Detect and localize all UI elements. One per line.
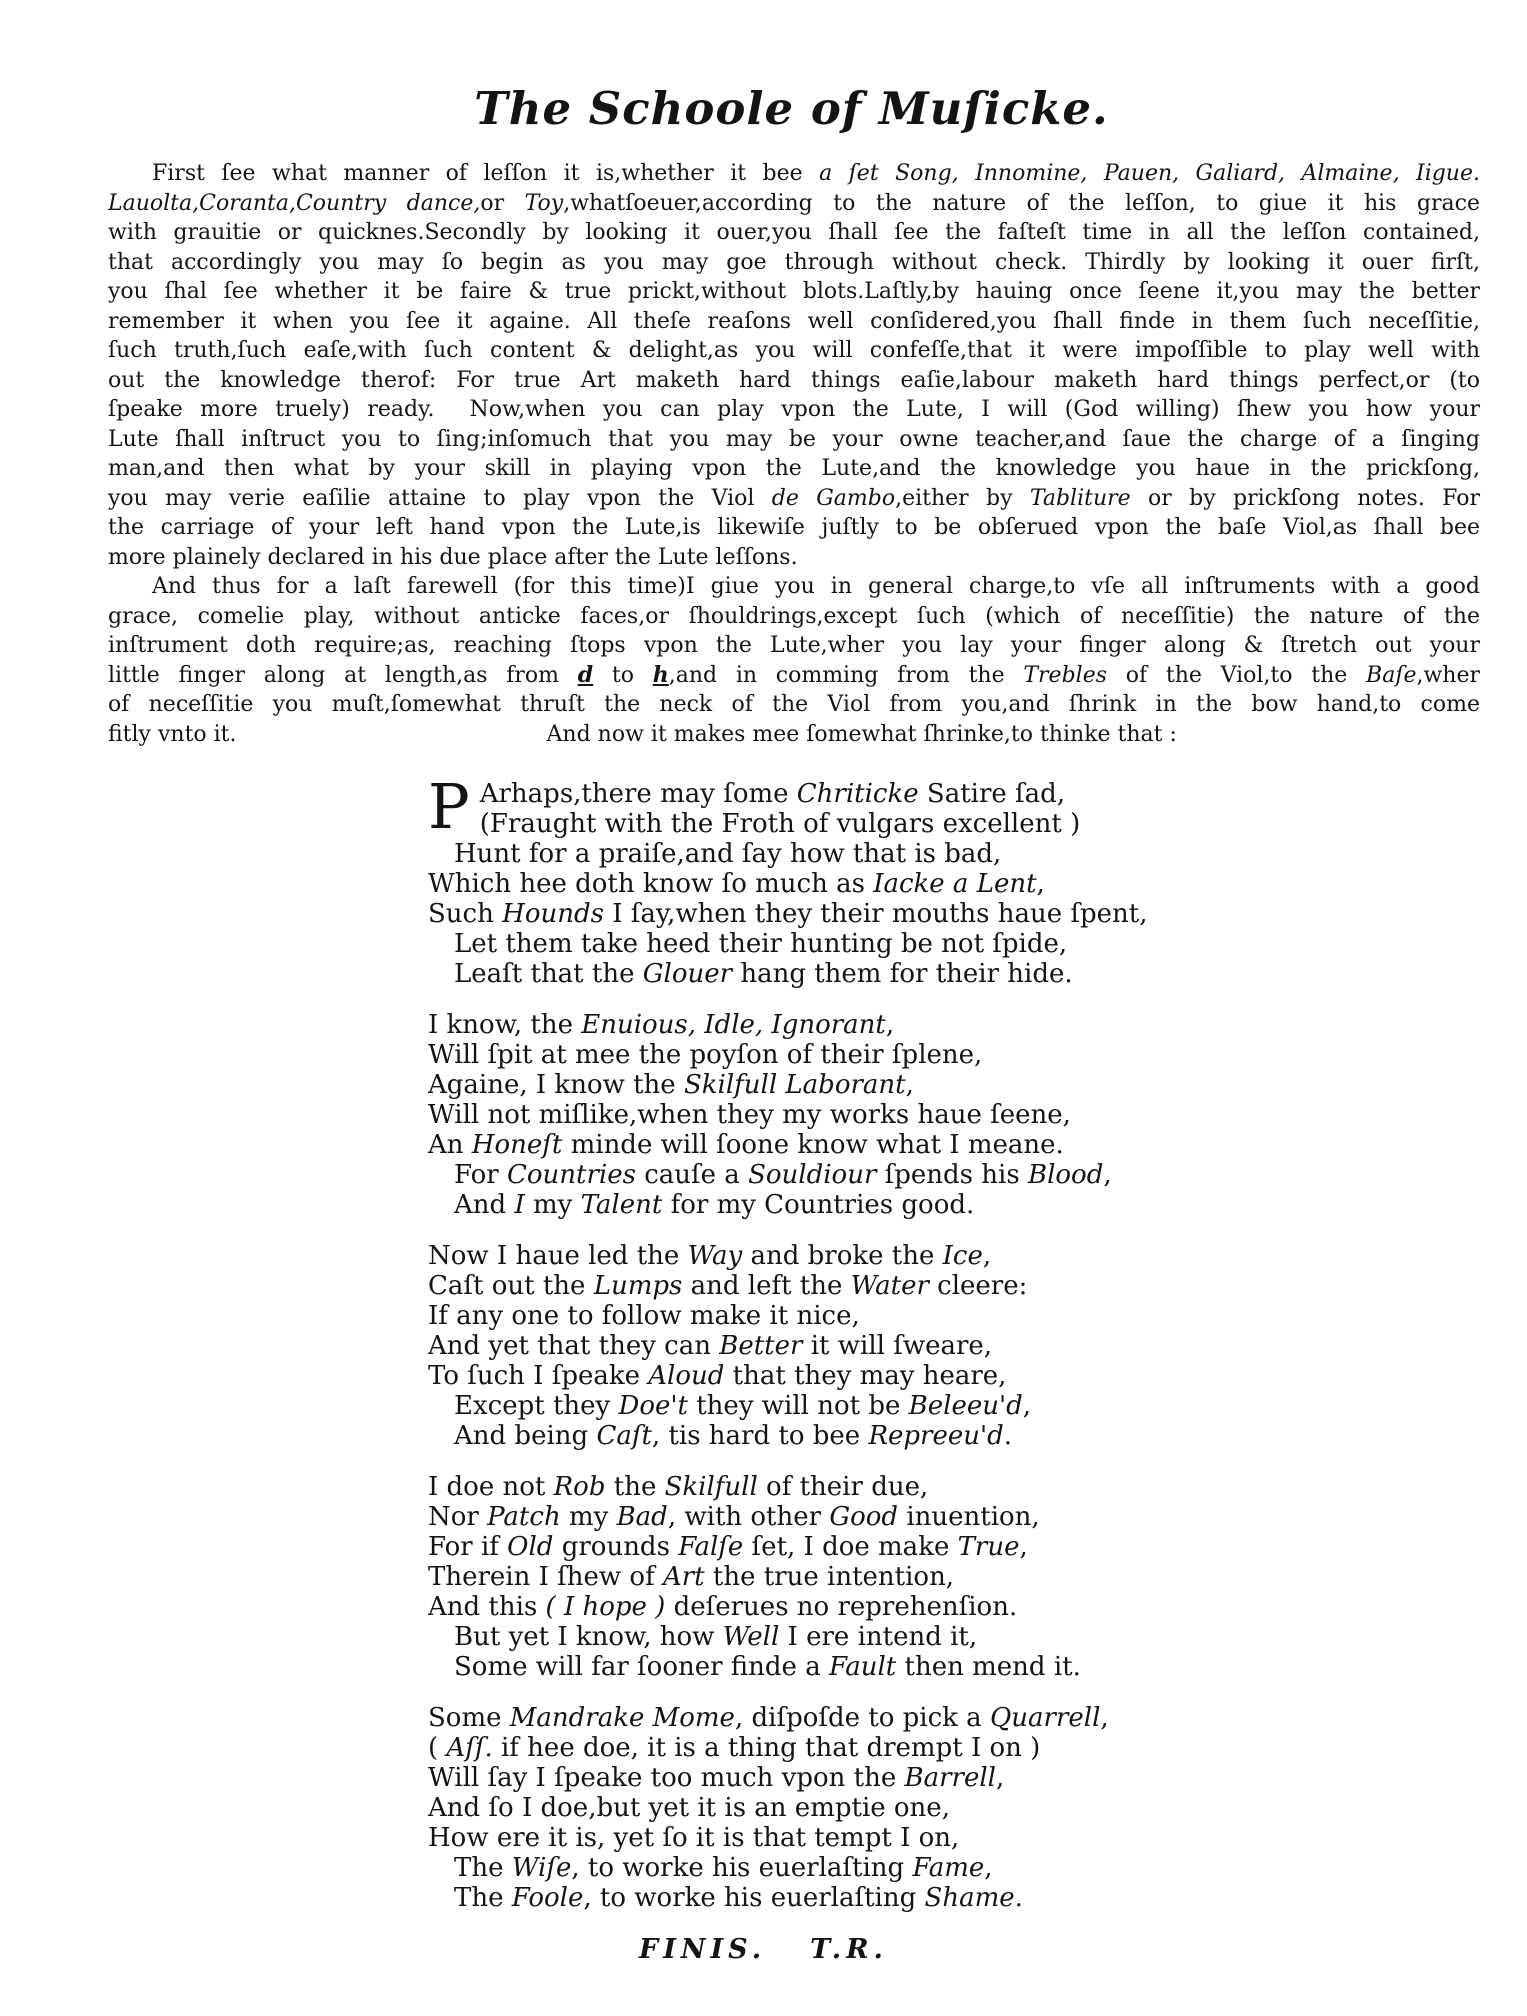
- text-segment: man,and then what by your skill in playing vpon the Lute,and the knowledge you haue in the prickſong,: [108, 456, 1480, 481]
- text-line: [428, 1010, 1208, 1040]
- text-segment: you may verie eaſilie attaine to play vpon the Viol: [108, 485, 772, 511]
- tablature-letter: d: [577, 661, 594, 688]
- italic-segment: Toy: [524, 190, 564, 216]
- text-segment: , with other: [667, 1502, 830, 1532]
- text-segment: ,: [984, 1853, 993, 1883]
- text-segment: and left the: [682, 1271, 851, 1301]
- text-line: [108, 454, 1480, 484]
- text-line: [428, 1331, 1208, 1361]
- dropcap-initial: P: [428, 770, 470, 843]
- text-segment: ſet, I doe make: [743, 1532, 958, 1562]
- text-segment: remember it when you ſee it againe. All theſe reaſons well conſidered,you ſhall finde in them ſuch neceſſitie,: [108, 308, 1480, 334]
- text-segment: How ere it is, yet ſo it is that tempt I on,: [428, 1823, 960, 1853]
- finis-label: FINIS.: [639, 1934, 767, 1965]
- italic-segment: Wiſe: [511, 1853, 572, 1883]
- italic-segment: Lumps: [593, 1271, 683, 1301]
- text-segment: To ſuch I ſpeake: [428, 1361, 649, 1391]
- text-segment: out the knowledge therof: For true Art maketh hard things eaſie,labour maketh hard things perfect,or (to: [108, 367, 1480, 393]
- text-segment: ,: [1022, 1391, 1032, 1421]
- text-segment: more plainely declared in his due place after the Lute leſſons.: [108, 544, 798, 570]
- text-segment: and broke the: [742, 1241, 943, 1271]
- italic-segment: Falſe: [678, 1532, 744, 1562]
- italic-segment: Rob: [553, 1472, 606, 1502]
- text-line: [108, 690, 1480, 720]
- text-segment: for my Countries good.: [662, 1190, 975, 1220]
- text-line: [108, 277, 1480, 307]
- text-segment: And being: [454, 1421, 597, 1451]
- text-segment: Will ſay I ſpeake too much vpon the: [428, 1763, 905, 1793]
- italic-segment: Mandrake Mome: [509, 1703, 735, 1733]
- text-line: [108, 661, 1480, 691]
- italic-segment: Hounds: [502, 899, 604, 929]
- text-segment: And now it makes mee ſomewhat ſhrinke,to thinke that :: [546, 721, 1177, 747]
- text-segment: Will ſpit at mee the poyſon of their ſplene,: [428, 1040, 983, 1070]
- text-segment: ,: [1019, 1532, 1028, 1562]
- text-segment: the true intention,: [704, 1562, 955, 1592]
- text-line: [428, 1040, 1208, 1070]
- italic-segment: Barrell: [904, 1763, 996, 1793]
- text-segment: Againe, I know the: [428, 1070, 684, 1100]
- italic-segment: Well: [722, 1622, 780, 1652]
- italic-segment: Iacke a Lent: [873, 869, 1037, 899]
- text-segment: , tis hard to bee: [651, 1421, 869, 1451]
- text-line: [108, 248, 1480, 278]
- text-segment: ,: [1103, 1160, 1112, 1190]
- italic-segment: Enuious, Idle, Ignorant: [581, 1010, 886, 1040]
- text-line: [428, 1100, 1208, 1130]
- italic-segment: Old: [507, 1532, 554, 1562]
- text-segment: First ſee what manner of leſſon it is,whether it bee: [152, 161, 820, 186]
- poem-stanza: [428, 1241, 1208, 1451]
- italic-segment: Way: [687, 1241, 743, 1271]
- text-segment: of the Viol,to the: [1107, 662, 1367, 688]
- italic-segment: I: [514, 1190, 525, 1220]
- text-segment: ,whatſoeuer,according to the nature of the leſſon, to giue it his grace: [563, 190, 1480, 216]
- text-segment: ſuch truth,ſuch eaſe,with ſuch content & delight,as you will confeſſe,that it were impoſſible to play well with: [108, 338, 1480, 363]
- text-segment: Leaſt that the: [454, 959, 643, 989]
- text-segment: grace, comelie play, without anticke faces,or ſhouldrings,except ſuch (which of neceſſitie) the nature of the: [108, 603, 1480, 629]
- italic-segment: Caſt: [596, 1421, 652, 1451]
- text-segment: if hee doe, it is a thing that drempt I on ): [492, 1733, 1041, 1763]
- text-line: [428, 1391, 1208, 1421]
- author-initials: T.R.: [810, 1934, 888, 1965]
- text-segment: If any one to follow make it nice,: [428, 1301, 860, 1331]
- italic-segment: Fault: [828, 1652, 897, 1682]
- italic-segment: de Gambo: [771, 485, 896, 511]
- text-segment: cleere:: [928, 1271, 1028, 1301]
- text-segment: , to worke his euerlaſting: [571, 1853, 913, 1883]
- italic-segment: Art: [662, 1562, 705, 1592]
- text-segment: , to worke his euerlaſting: [583, 1883, 925, 1913]
- text-segment: ,: [982, 1241, 992, 1271]
- text-segment: or: [480, 190, 525, 216]
- text-line: [108, 307, 1480, 337]
- text-line: [428, 1562, 1208, 1592]
- italic-segment: Chriticke: [796, 779, 919, 809]
- italic-segment: Skilfull Laborant: [683, 1070, 906, 1100]
- text-segment: ,: [1100, 1703, 1109, 1733]
- text-line: [428, 1070, 1208, 1100]
- text-segment: I ere intend it,: [779, 1622, 978, 1652]
- text-segment: my: [560, 1502, 617, 1532]
- text-segment: (: [428, 1733, 447, 1763]
- text-line: [428, 1301, 1208, 1331]
- italic-segment: Honeſt: [471, 1130, 563, 1160]
- text-segment: it will ſweare,: [802, 1331, 993, 1361]
- text-segment: But yet I know, how: [454, 1622, 723, 1652]
- italic-segment: Shame: [924, 1883, 1015, 1913]
- italic-segment: Patch: [487, 1502, 561, 1532]
- text-segment: fitly vnto it.: [108, 721, 237, 747]
- italic-segment: Baſe: [1366, 662, 1417, 688]
- text-segment: For if: [428, 1532, 508, 1562]
- text-segment: I ſay,when they their mouths haue ſpent,: [603, 899, 1148, 929]
- text-line: [428, 1592, 1208, 1622]
- italic-segment: Bad: [616, 1502, 668, 1532]
- text-segment: Arhaps,there may ſome: [479, 779, 797, 809]
- text-segment: ,: [1036, 869, 1045, 899]
- italic-segment: Foole: [511, 1883, 584, 1913]
- text-line: [428, 1421, 1208, 1451]
- text-segment: Nor: [428, 1502, 488, 1532]
- text-segment: And yet that they can: [428, 1331, 720, 1361]
- text-line: [108, 513, 1480, 543]
- italic-segment: Blood: [1027, 1160, 1104, 1190]
- italic-segment: Countries: [506, 1160, 636, 1190]
- text-segment: or by prickſong notes. For: [1130, 485, 1480, 511]
- text-segment: ,and in comming from the: [668, 662, 1024, 688]
- italic-segment: Skilfull: [664, 1472, 758, 1502]
- text-segment: Which hee doth know ſo much as: [428, 869, 874, 899]
- text-line: [108, 631, 1480, 661]
- text-line: [428, 839, 1208, 869]
- italic-segment: True: [957, 1532, 1020, 1562]
- italic-segment: Good: [829, 1502, 899, 1532]
- text-line: [108, 543, 1480, 573]
- text-line: [108, 602, 1480, 632]
- text-line: [428, 1763, 1208, 1793]
- text-line: [428, 869, 1208, 899]
- italic-segment: Better: [719, 1331, 803, 1361]
- italic-segment: a ſet Song, Innomine, Pauen, Galiard, Almaine, Iigue.: [819, 161, 1480, 186]
- text-line: [428, 1883, 1208, 1913]
- text-segment: Lute ſhall inſtruct you to ſing;inſomuch that you may be your owne teacher,and ſaue the charge of a ſinging: [108, 426, 1480, 452]
- text-line: [428, 1652, 1208, 1682]
- text-segment: the carriage of your left hand vpon the Lute,is likewiſe juſtly to be obſerued vpon the baſe Viol,as ſhall bee: [108, 515, 1480, 540]
- text-segment: of their due,: [757, 1472, 929, 1502]
- text-line: [108, 720, 1480, 750]
- text-line: [428, 959, 1208, 989]
- text-segment: my: [524, 1190, 581, 1220]
- italic-segment: Aloud: [648, 1361, 725, 1391]
- text-segment: Now I haue led the: [428, 1241, 688, 1271]
- text-segment: grounds: [553, 1532, 679, 1562]
- text-segment: For: [454, 1160, 507, 1190]
- text-line: [108, 366, 1480, 396]
- text-segment: ,: [995, 1763, 1005, 1793]
- text-line: [428, 1622, 1208, 1652]
- text-segment: Will not miſlike,when they my works haue ſeene,: [428, 1100, 1071, 1130]
- text-segment: And thus for a laſt farewell (for this time)I giue you in general charge,to vſe all inſtruments with a good: [152, 574, 1480, 599]
- text-line: [428, 1190, 1208, 1220]
- tablature-letter: h: [652, 661, 669, 688]
- text-line: [428, 1271, 1208, 1301]
- text-segment: An: [428, 1130, 472, 1160]
- text-line: [428, 1472, 1208, 1502]
- page-title: The Schoole of Muſicke.: [474, 82, 1109, 135]
- text-segment: Except they: [454, 1391, 619, 1421]
- italic-segment: Lauolta,Coranta,Country dance,: [108, 190, 481, 216]
- text-segment: to: [593, 662, 653, 688]
- poem-stanza: [428, 770, 1208, 989]
- text-segment: And ſo I doe,but yet it is an emptie one,: [428, 1793, 950, 1823]
- italic-segment: Repreeu'd: [868, 1421, 1004, 1451]
- text-segment: inſtrument doth require;as, reaching ſtops vpon the Lute,wher you lay your finger along & ſtretch out your: [108, 633, 1480, 658]
- text-segment: Let them take heed their hunting be not ſpide,: [454, 929, 1068, 959]
- italic-segment: Fame: [912, 1853, 985, 1883]
- italic-segment: ( I hope ): [545, 1592, 666, 1622]
- text-segment: Caſt out the: [428, 1271, 594, 1301]
- italic-segment: Beleeu'd: [908, 1391, 1023, 1421]
- italic-segment: Water: [850, 1271, 929, 1301]
- text-segment: And this: [428, 1592, 546, 1622]
- text-line: [108, 572, 1480, 602]
- text-line: [428, 1823, 1208, 1853]
- text-segment: that they may heare,: [724, 1361, 1007, 1391]
- text-segment: Some: [428, 1703, 510, 1733]
- text-segment: the: [605, 1472, 665, 1502]
- text-segment: I doe not: [428, 1472, 554, 1502]
- text-segment: of neceſſitie you muſt,ſomewhat thruſt the neck of the Viol from you,and ſhrink in the bow hand,to come: [108, 692, 1480, 717]
- italic-segment: Quarrell: [989, 1703, 1101, 1733]
- text-segment: then mend it.: [896, 1652, 1081, 1682]
- text-segment: ſpends his: [876, 1160, 1028, 1190]
- italic-segment: Doe't: [618, 1391, 688, 1421]
- text-line: [428, 1502, 1208, 1532]
- text-segment: , diſpoſde to pick a: [734, 1703, 990, 1733]
- text-segment: I know, the: [428, 1010, 582, 1040]
- text-segment: Satire ſad,: [918, 779, 1066, 809]
- prose-section: [108, 159, 1480, 749]
- text-line: [428, 1241, 1208, 1271]
- text-segment: cauſe a: [635, 1160, 749, 1190]
- text-segment: deſerues no reprehenſion.: [665, 1592, 1018, 1622]
- text-segment: minde will ſoone know what I meane.: [562, 1130, 1064, 1160]
- text-segment: (Fraught with the Froth of vulgars excellent ): [479, 809, 1081, 839]
- italic-segment: Aſſ.: [446, 1733, 493, 1763]
- text-line: [428, 809, 1208, 839]
- text-line: [428, 1793, 1208, 1823]
- poem-stanza: [428, 1472, 1208, 1682]
- text-segment: ,: [905, 1070, 914, 1100]
- text-segment: with grauitie or quicknes.Secondly by looking it ouer,you ſhall ſee the faſteſt time in all the leſſon contained,: [108, 220, 1480, 245]
- text-segment: The: [454, 1883, 512, 1913]
- finis-line: [0, 1934, 1527, 1965]
- text-line: [428, 1160, 1208, 1190]
- text-segment: And: [454, 1190, 515, 1220]
- text-line: [428, 1853, 1208, 1883]
- text-segment: ,either by: [895, 485, 1030, 511]
- text-segment: you ſhal ſee whether it be faire & true prickt,without blots.Laſtly,by hauing once ſeene it,you may the better: [108, 279, 1480, 304]
- text-line: [108, 484, 1480, 514]
- text-line: [108, 189, 1480, 219]
- text-segment: inuention,: [898, 1502, 1040, 1532]
- text-line: [108, 159, 1480, 189]
- italic-segment: Souldiour: [748, 1160, 877, 1190]
- text-line: [108, 395, 1480, 425]
- text-segment: .: [1014, 1883, 1023, 1913]
- text-line: [108, 336, 1480, 366]
- text-line: [428, 1361, 1208, 1391]
- text-segment: ,: [885, 1010, 895, 1040]
- text-segment: .: [1003, 1421, 1013, 1451]
- text-segment: Some will far ſooner finde a: [454, 1652, 829, 1682]
- text-line: [428, 899, 1208, 929]
- text-line: [428, 929, 1208, 959]
- italic-segment: Trebles: [1023, 662, 1107, 688]
- italic-segment: Tabliture: [1029, 485, 1131, 511]
- prose-paragraph: [108, 159, 1480, 572]
- text-segment: The: [454, 1853, 512, 1883]
- text-line: [428, 1532, 1208, 1562]
- text-segment: hang them for their hide.: [732, 959, 1073, 989]
- text-line: [108, 218, 1480, 248]
- text-segment: Therein I ſhew of: [428, 1562, 663, 1592]
- text-segment: Hunt for a praiſe,and ſay how that is bad,: [454, 839, 1002, 869]
- poem-section: [428, 770, 1208, 1913]
- italic-segment: Talent: [580, 1190, 663, 1220]
- text-segment: ,wher: [1416, 662, 1481, 688]
- italic-segment: Glouer: [642, 959, 733, 989]
- text-line: [428, 1733, 1208, 1763]
- text-line: [428, 779, 1208, 809]
- text-segment: they will not be: [687, 1391, 909, 1421]
- text-line: [428, 1130, 1208, 1160]
- text-segment: that accordingly you may ſo begin as you may goe through without check. Thirdly by looking it ouer firſt,: [108, 249, 1480, 275]
- text-segment: Such: [428, 899, 503, 929]
- text-segment: ſpeake more truely) ready. Now,when you can play vpon the Lute, I will (God willing) ſhew you how your: [108, 397, 1480, 422]
- prose-paragraph: [108, 572, 1480, 749]
- text-line: [108, 425, 1480, 455]
- text-line: [428, 1703, 1208, 1733]
- poem-stanza: [428, 1010, 1208, 1220]
- poem-stanza: [428, 1703, 1208, 1913]
- italic-segment: Ice: [942, 1241, 983, 1271]
- text-segment: little finger along at length,as from: [108, 662, 578, 688]
